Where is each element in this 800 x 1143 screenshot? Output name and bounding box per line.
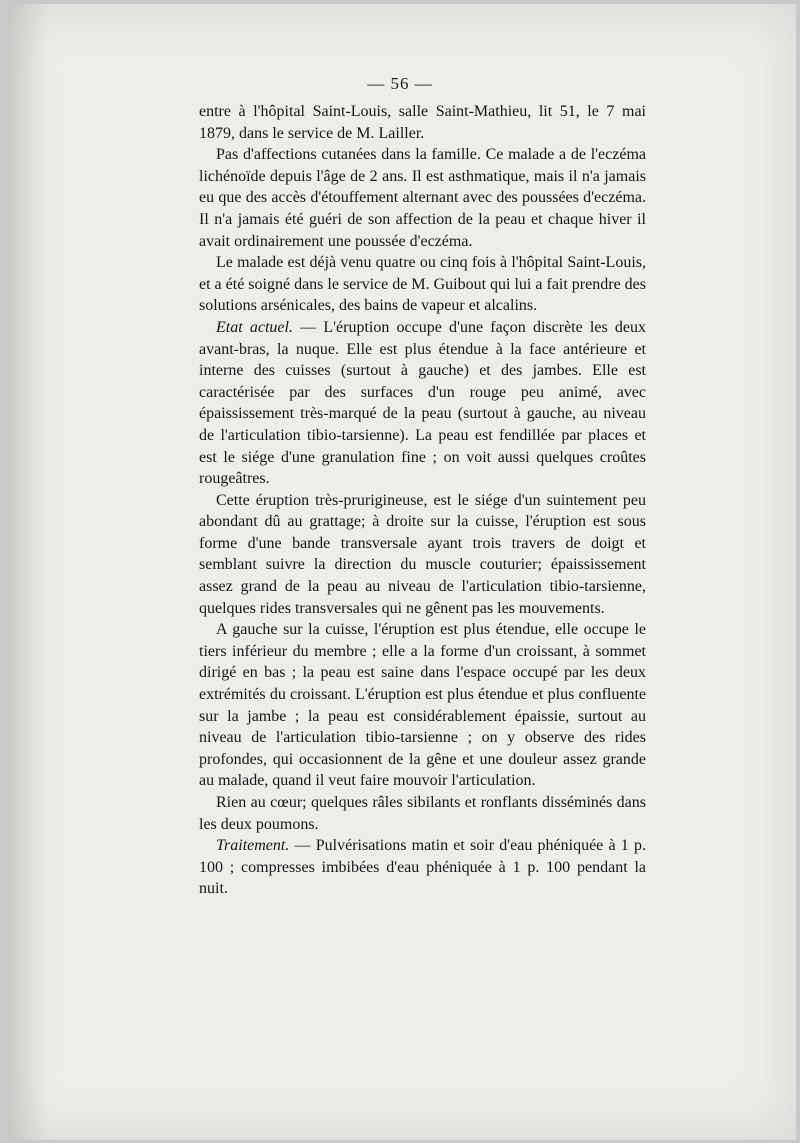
paragraph-text: — L'éruption occupe d'une façon discrète les deux avant-bras, la nuque. Elle est plus étendue à la face antérieure et interne des cuisses (surtout à gauche) et des jambes. Elle est caractérisée par des surfaces d'un rouge peu animé, avec épaississement très-marqué de la peau (surtout à gauche, au niveau de l'articulation tibio-tarsienne). La peau est fendillée par places et est le siége d'une granulation fine ; on voit aussi quelques croûtes rougeâtres. — [199, 318, 647, 488]
paragraph-heart-lungs — [199, 792, 646, 835]
paragraph-text: A gauche sur la cuisse, l'éruption est plus étendue, elle occupe le tiers inférieur du membre ; elle a la forme d'un croissant, à sommet dirigé en bas ; la peau est saine dans l'espace occupé par les deux extrémités du croissant. L'éruption est plus étendue et plus confluente sur la jambe ; la peau est considérablement épaissie, surtout au niveau de l'articulation tibio-tarsienne ; on y observe des rides profondes, qui occasionnent de la gêne et une douleur assez grande au malade, quand il veut faire mouvoir l'articulation. — [199, 621, 646, 790]
paragraph-text: Rien au cœur; quelques râles sibilants et ronflants disséminés dans les deux poumons. — [199, 794, 646, 833]
paragraph-current-state — [199, 317, 646, 490]
paragraph-eruption-right — [199, 490, 646, 620]
section-lead: Etat actuel. — [216, 318, 293, 336]
paragraph-previous-treatment — [199, 252, 646, 317]
paragraph-text: — Pulvérisations matin et soir d'eau phéniquée à 1 p. 100 ; compresses imbibées d'eau phéniquée à 1 p. 100 pendant la nuit. — [199, 837, 646, 898]
paragraph-eruption-left — [199, 619, 646, 792]
section-lead: Traitement. — [216, 837, 290, 855]
paragraph-text: Pas d'affections cutanées dans la famille. Ce malade a de l'eczéma lichénoïde depuis l'âge de 2 ans. Il est asthmatique, mais il n'a jamais eu que des accès d'étouffement alternant avec des poussées d'eczéma. Il n'a jamais été guéri de son affection de la peau et chaque hiver il avait ordinairement une poussée d'eczéma. — [199, 146, 646, 250]
paragraph-text: Cette éruption très-prurigineuse, est le siége d'un suintement peu abondant dû au grattage; à droite sur la cuisse, l'éruption est sous forme d'une bande transversale ayant trois travers de doigt et semblant suivre la direction du muscle couturier; épaississement assez grand de la peau au niveau de l'articulation tibio-tarsienne, quelques rides transversales qui ne gênent pas les mouvements. — [199, 491, 646, 617]
page-number: — 56 — — [367, 74, 433, 93]
paragraph-history — [199, 144, 646, 252]
paragraph-admission — [199, 101, 646, 144]
body-text — [199, 101, 646, 900]
paragraph-treatment — [199, 835, 646, 900]
paragraph-text: Le malade est déjà venu quatre ou cinq fois à l'hôpital Saint-Louis, et a été soigné dans le service de M. Guibout qui lui a fait prendre des solutions arsénicales, des bains de vapeur et alcalins. — [199, 254, 646, 315]
page-gutter-shadow — [8, 4, 48, 1140]
paragraph-text: entre à l'hôpital Saint-Louis, salle Saint-Mathieu, lit 51, le 7 mai 1879, dans le service de M. Lailler. — [199, 103, 646, 142]
